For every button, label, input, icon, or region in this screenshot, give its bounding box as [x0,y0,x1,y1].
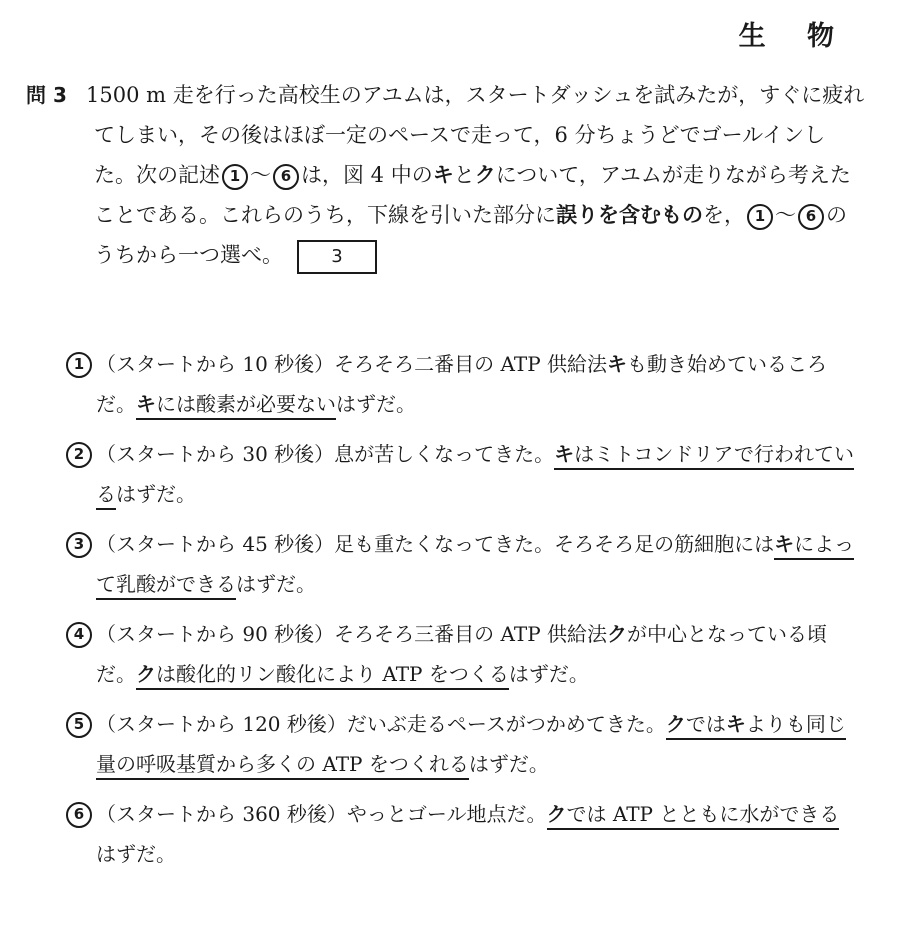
option-text-part: はずだ。 [116,482,196,506]
option-text [96,344,858,424]
question-text-part: について，アユムが走りながら考えたことである。これらのうち，下線を引いた部分に [94,163,851,227]
bold-term-ku: ク [474,163,496,187]
option-text [96,524,858,604]
underlined-part: はミトコンドリアで行われている [96,442,854,506]
option-text-part: （スタートから 10 秒後）そろそろ二番目の ATP 供給法 [96,352,608,376]
option-text-part: はずだ。 [96,842,176,866]
underlined-text [136,392,336,420]
option-text-part: が中心となっている頃だ。 [96,622,828,686]
bold-term: ク [136,662,156,686]
option-number: 1 [66,352,92,378]
underlined-part: によって乳酸ができる [96,532,855,596]
bold-term: ク [665,712,686,736]
option-text-part: はずだ。 [336,392,416,416]
circled-number: 6 [273,164,299,190]
option-number: 3 [66,532,92,558]
option-number: 2 [66,442,92,468]
subject-title: 生 物 [738,21,850,52]
emphasis-text: 誤りを含むもの [556,203,703,227]
option-text-part: はずだ。 [468,752,549,776]
option-number: 4 [66,622,92,648]
question-text-part: を， [703,203,745,227]
circled-number: 1 [747,204,773,230]
question-text-part: のうちから一つ選べ。 [94,203,847,267]
option-text [96,794,858,874]
option-text-part: も動き始めているころだ。 [96,352,828,416]
bold-term: キ [607,352,628,376]
option-number: 6 [66,802,92,828]
question-text-part: は，図 4 中の [301,163,433,187]
options-list [66,344,858,884]
option-4 [66,614,858,694]
question-label: 問 3 [26,83,67,107]
underlined-text [547,802,840,830]
bold-term: ク [607,622,628,646]
question-text [86,75,866,275]
option-5 [66,704,858,784]
circled-number: 1 [222,164,248,190]
option-text [96,614,858,694]
underlined-part: よりも同じ量の呼吸基質から多くの ATP をつくれる [96,712,846,776]
underlined-part: は酸化的リン酸化により ATP をつくる [156,662,509,686]
bold-term: ク [546,802,567,826]
bold-term-ki: キ [432,163,454,187]
option-text-part: （スタートから 30 秒後）息が苦しくなってきた。 [96,442,555,466]
option-number: 5 [66,712,92,738]
underlined-part: では ATP とともに水ができる [566,802,840,826]
option-text [96,704,858,784]
option-text-part: はずだ。 [508,662,589,686]
option-2 [66,434,858,514]
question-text-part: 1500 m 走を行った高校生のアユムは，スタートダッシュを試みたが，すぐに疲れてしまい，その後はほぼ一定のペースで走って，6 分ちょうどでゴールインした。次の記述 [86,83,865,187]
option-text-part: はずだ。 [236,572,316,596]
option-text-part: （スタートから 360 秒後）やっとゴール地点だ。 [96,802,547,826]
bold-term: キ [554,442,575,466]
bold-term: キ [136,392,156,416]
bold-term: キ [725,712,746,736]
option-3 [66,524,858,604]
question-block [26,75,866,275]
option-text-part: （スタートから 45 秒後）足も重たくなってきた。そろそろ足の筋細胞には [96,532,775,556]
option-text [96,434,858,514]
bold-term: キ [774,532,795,556]
tilde: 〜 [775,203,796,227]
tilde: 〜 [250,163,271,187]
question-text-part: と [453,163,475,187]
underlined-part: では [685,712,726,736]
underlined-text [136,662,509,690]
option-text-part: （スタートから 90 秒後）そろそろ三番目の ATP 供給法 [96,622,608,646]
option-6 [66,794,858,874]
option-1 [66,344,858,424]
option-text-part: （スタートから 120 秒後）だいぶ走るペースがつかめてきた。 [96,712,666,736]
underlined-part: には酸素が必要ない [156,392,336,416]
answer-box: 3 [297,240,377,274]
circled-number: 6 [798,204,824,230]
